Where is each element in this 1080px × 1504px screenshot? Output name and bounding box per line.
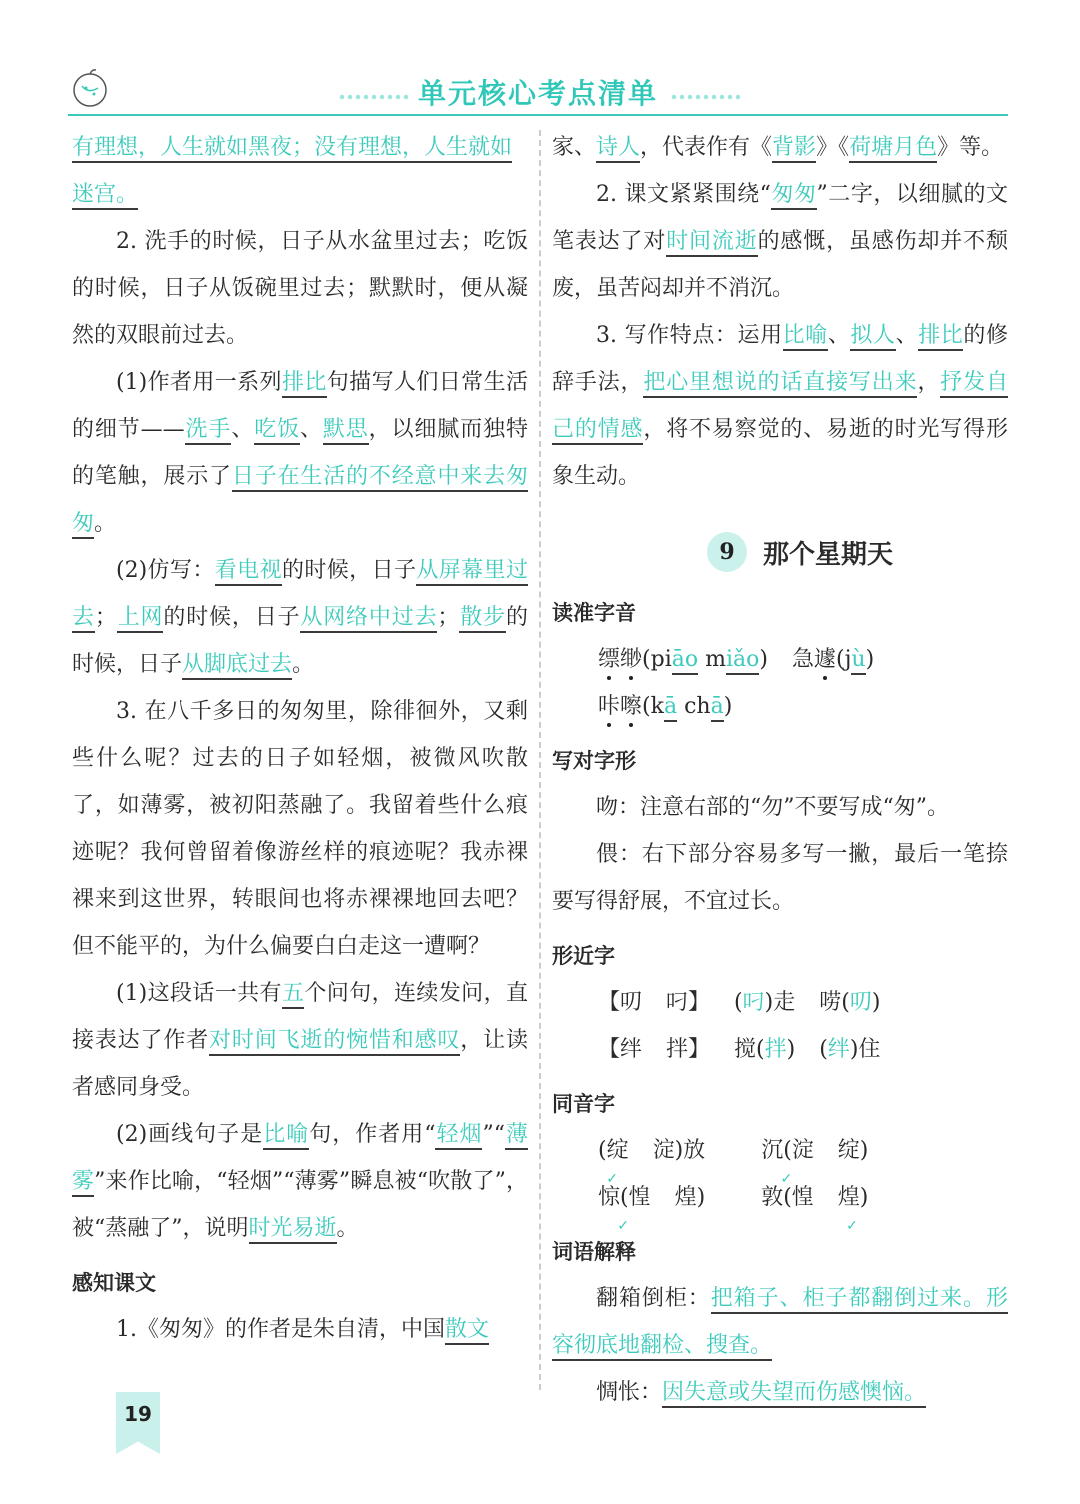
similar-line-1: 【叨 叼】 (叼)走 唠(叨) bbox=[598, 990, 881, 1015]
left-column bbox=[72, 124, 528, 1353]
question-3-1: (1)这段话一共有五个问句，连续发问，直接表达了作者对时间飞逝的惋惜和感叹，让读者感同身受。 bbox=[72, 981, 528, 1100]
section-title-vocab: 词语解释 bbox=[552, 1240, 636, 1264]
section-title-write: 写对字形 bbox=[552, 749, 636, 773]
similar-line-2: 【绊 拌】 搅(拌) (绊)住 bbox=[598, 1037, 881, 1062]
perceive-item-2: 2. 课文紧紧围绕“匆匆”二字，以细腻的文笔表达了对时间流逝的感慨，虽感伤却并不颓废，虽苦闷却并不消沉。 bbox=[552, 182, 1009, 301]
pronounce-line-1: 缥缈(piāo miǎo) 急遽(jù) bbox=[552, 636, 1008, 683]
header-rule bbox=[68, 114, 1008, 116]
page-header-title: 单元核心考点清单 bbox=[417, 77, 658, 110]
vocab-item-1: 翻箱倒柜：把箱子、柜子都翻倒过来。形容彻底地翻检、搜查。 bbox=[552, 1275, 1008, 1369]
perceive-item-1-continued: 家、诗人，代表作有《背影》《荷塘月色》等。 bbox=[552, 124, 1008, 171]
lesson-number-badge: 9 bbox=[707, 532, 747, 572]
write-item-2: 偎：右下部分容易多写一撇，最后一笔捺要写得舒展，不宜过长。 bbox=[552, 842, 1008, 914]
question-2: 2. 洗手的时候，日子从水盆里过去；吃饭的时候，日子从饭碗里过去；默默时，便从凝然的双眼前过去。 bbox=[72, 229, 528, 348]
page-number: 19 bbox=[124, 1402, 152, 1426]
homophone-line-2: 惊(惶 ✓ 煌) 敦(惶 煌) ✓ bbox=[552, 1174, 1008, 1221]
answer-text: 迷宫。 bbox=[72, 182, 138, 210]
page-header bbox=[68, 64, 1008, 120]
answer-continued bbox=[72, 124, 528, 218]
lesson-title: 那个星期天 bbox=[762, 539, 893, 570]
header-dots-right bbox=[670, 94, 740, 100]
column-divider bbox=[539, 130, 541, 1390]
perceive-item-3: 3. 写作特点：运用比喻、拟人、排比的修辞手法，把心里想说的话直接写出来，抒发自己的情感，将不易察觉的、易逝的时光写得形象生动。 bbox=[552, 323, 1008, 489]
section-title-perceive: 感知课文 bbox=[72, 1271, 156, 1295]
perceive-item-1: 1.《匆匆》的作者是朱自清，中国散文 bbox=[72, 1306, 528, 1353]
pronounce-line-2: 咔嚓(kā chā) bbox=[552, 683, 1008, 730]
lesson-heading bbox=[592, 522, 1008, 582]
vocab-item-2: 惆怅：因失意或失望而伤感懊恼。 bbox=[552, 1369, 1008, 1416]
question-3-2: (2)画线句子是比喻句，作者用“轻烟”“薄雾”来作比喻，“轻烟”“薄雾”瞬息被“吹散了”，被“蒸融了”，说明时光易逝。 bbox=[72, 1111, 528, 1252]
section-title-similar: 形近字 bbox=[552, 944, 615, 968]
section-title-homophone: 同音字 bbox=[552, 1092, 615, 1116]
question-2-2: (2)仿写：看电视的时候，日子从屏幕里过去；上网的时候，日子从网络中过去；散步的时候，日子从脚底过去。 bbox=[72, 547, 528, 688]
section-title-pronounce: 读准字音 bbox=[552, 601, 636, 625]
question-3: 3. 在八千多日的匆匆里，除徘徊外，又剩些什么呢？过去的日子如轻烟，被微风吹散了，如薄雾，被初阳蒸融了。我留着些什么痕迹呢？我何曾留着像游丝样的痕迹呢？我赤裸裸来到这世界，转眼间也将赤裸裸地回去吧？但不能平的，为什么偏要白白走这一遭啊？ bbox=[72, 699, 528, 959]
answer-text: 有理想，人生就如黑夜；没有理想，人生就如 bbox=[72, 135, 512, 163]
question-2-1: (1)作者用一系列排比句描写人们日常生活的细节——洗手、吃饭、默思，以细腻而独特的笔触，展示了日子在生活的不经意中来去匆匆。 bbox=[72, 359, 528, 547]
homophone-line-1: (绽 ✓ 淀)放 沉(淀 ✓ 绽) bbox=[552, 1127, 1008, 1174]
write-item-1: 吻：注意右部的“勿”不要写成“匆”。 bbox=[596, 795, 949, 820]
right-column bbox=[552, 124, 1008, 1416]
